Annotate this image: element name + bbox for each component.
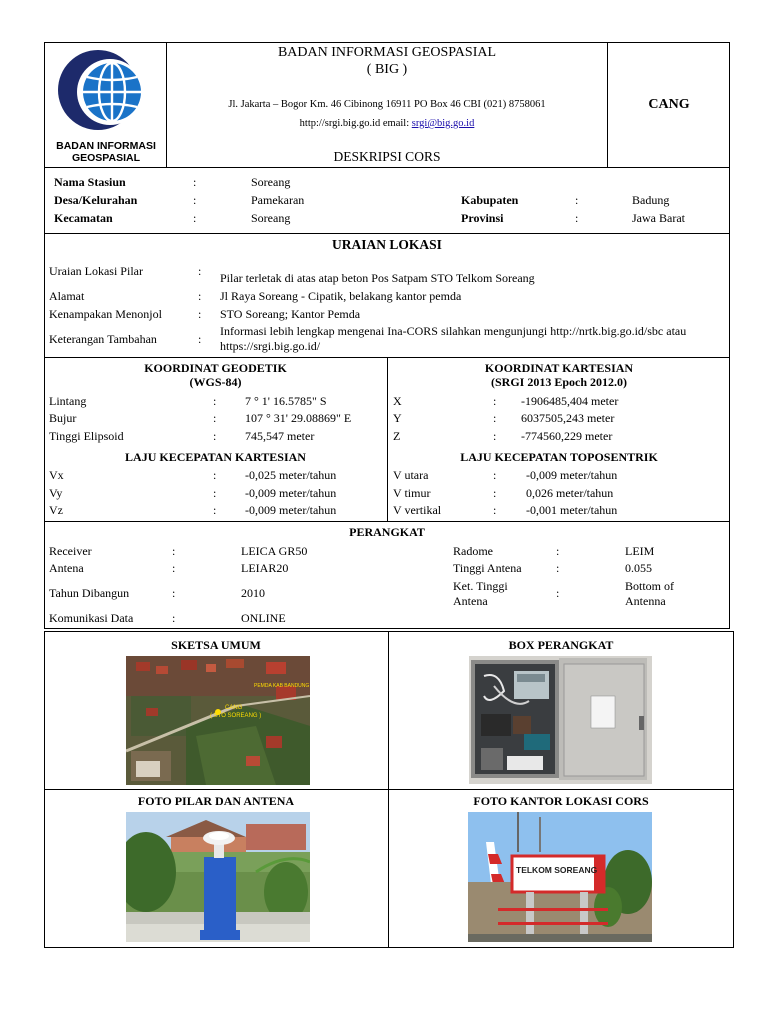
antena-value: LEIAR20 bbox=[241, 561, 289, 575]
laju-toposentrik-title: LAJU KECEPATAN TOPOSENTRIK bbox=[460, 450, 658, 464]
logo-text-line1: BADAN INFORMASI bbox=[56, 140, 156, 152]
big-logo bbox=[50, 44, 162, 164]
kenampakan-value: STO Soreang; Kantor Pemda bbox=[220, 307, 361, 321]
colon: : bbox=[193, 211, 197, 225]
org-web bbox=[167, 117, 607, 131]
provinsi-label: Provinsi bbox=[461, 211, 504, 225]
ket-tinggi-value-1: Bottom of bbox=[625, 579, 675, 593]
vz-label: Vz bbox=[49, 503, 63, 517]
lintang-value: 7 ° 1' 16.5785" S bbox=[245, 394, 327, 408]
pilar-photo-title: FOTO PILAR DAN ANTENA bbox=[137, 794, 295, 808]
v-timur-label: V timur bbox=[393, 486, 431, 500]
colon: : bbox=[172, 561, 176, 575]
nama-stasiun-label: Nama Stasiun bbox=[54, 175, 126, 189]
tahun-label: Tahun Dibangun bbox=[49, 586, 130, 600]
vx-value: -0,025 meter/tahun bbox=[245, 468, 337, 482]
komunikasi-label: Komunikasi Data bbox=[49, 611, 134, 625]
x-value: -1906485,404 meter bbox=[521, 394, 619, 408]
frame-station-bottom bbox=[44, 233, 730, 234]
komunikasi-value: ONLINE bbox=[241, 611, 286, 625]
vy-value: -0,009 meter/tahun bbox=[245, 486, 337, 500]
radome-value: LEIM bbox=[625, 544, 655, 558]
colon: : bbox=[575, 193, 579, 207]
kartesian-title: KOORDINAT KARTESIAN bbox=[484, 361, 634, 375]
station-code: CANG bbox=[648, 97, 690, 112]
vy-label: Vy bbox=[49, 486, 63, 500]
v-timur-value: 0,026 meter/tahun bbox=[526, 486, 614, 500]
globe-icon bbox=[50, 44, 162, 140]
kecamatan-value: Soreang bbox=[251, 211, 291, 225]
colon: : bbox=[213, 503, 217, 517]
receiver-label: Receiver bbox=[49, 544, 92, 558]
z-label: Z bbox=[393, 429, 401, 443]
desa-label: Desa/Kelurahan bbox=[54, 193, 138, 207]
doc-title: DESKRIPSI CORS bbox=[333, 149, 441, 164]
photo-frame-bottom bbox=[44, 947, 734, 948]
colon: : bbox=[556, 561, 560, 575]
logo-text-line2: GEOSPASIAL bbox=[71, 152, 141, 164]
colon: : bbox=[556, 586, 560, 600]
vx-label: Vx bbox=[49, 468, 64, 482]
perangkat-title: PERANGKAT bbox=[349, 525, 425, 539]
colon: : bbox=[198, 264, 202, 278]
pilar-value: Pilar terletak di atas atap beton Pos Satpam STO Telkom Soreang bbox=[220, 271, 535, 285]
colon: : bbox=[493, 394, 497, 408]
z-value: -774560,229 meter bbox=[521, 429, 613, 443]
v-utara-value: -0,009 meter/tahun bbox=[526, 468, 618, 482]
colon: : bbox=[213, 394, 217, 408]
colon: : bbox=[198, 332, 202, 346]
provinsi-value: Jawa Barat bbox=[632, 211, 685, 225]
x-label: X bbox=[393, 394, 402, 408]
colon: : bbox=[172, 611, 176, 625]
frame-top bbox=[44, 42, 730, 43]
kecamatan-label: Kecamatan bbox=[54, 211, 113, 225]
sketsa-label-sto: ( STO SOREANG ) bbox=[210, 713, 262, 719]
colon: : bbox=[493, 468, 497, 482]
colon: : bbox=[213, 468, 217, 482]
y-label: Y bbox=[393, 411, 402, 425]
colon: : bbox=[493, 429, 497, 443]
keterangan-label: Keterangan Tambahan bbox=[49, 332, 157, 346]
org-name: BADAN INFORMASI GEOSPASIAL bbox=[277, 45, 497, 60]
kantor-photo-title: FOTO KANTOR LOKASI CORS bbox=[473, 794, 649, 808]
tinggi-elipsoid-value: 745,547 meter bbox=[245, 429, 315, 443]
keterangan-value-2: https://srgi.big.go.id/ bbox=[220, 339, 321, 353]
colon: : bbox=[213, 429, 217, 443]
desa-value: Pamekaran bbox=[251, 193, 305, 207]
sketsa-title: SKETSA UMUM bbox=[171, 638, 261, 652]
laju-kartesian-title: LAJU KECEPATAN KARTESIAN bbox=[125, 450, 306, 464]
lintang-label: Lintang bbox=[49, 394, 87, 408]
alamat-label: Alamat bbox=[49, 289, 85, 303]
sketsa-label-pemda: PEMDA KAB BANDUNG bbox=[254, 683, 310, 689]
frame-right bbox=[729, 42, 730, 628]
sketsa-umum-image bbox=[126, 656, 310, 785]
kabupaten-label: Kabupaten bbox=[461, 193, 519, 207]
telkom-sign-text: TELKOM SOREANG bbox=[516, 865, 598, 875]
colon: : bbox=[198, 289, 202, 303]
colon: : bbox=[213, 411, 217, 425]
antena-label: Antena bbox=[49, 561, 84, 575]
y-value: 6037505,243 meter bbox=[521, 411, 615, 425]
colon: : bbox=[493, 411, 497, 425]
pilar-label: Uraian Lokasi Pilar bbox=[49, 264, 143, 278]
nama-stasiun-value: Soreang bbox=[251, 175, 291, 189]
v-vertikal-value: -0,001 meter/tahun bbox=[526, 503, 618, 517]
radome-label: Radome bbox=[453, 544, 493, 558]
org-address: Jl. Jakarta – Bogor Km. 46 Cibinong 16911 PO Box 46 CBI (021) 8758061 bbox=[228, 99, 546, 110]
kenampakan-label: Kenampakan Menonjol bbox=[49, 307, 162, 321]
receiver-value: LEICA GR50 bbox=[241, 544, 308, 558]
photo-frame-top bbox=[44, 631, 734, 632]
v-utara-label: V utara bbox=[393, 468, 429, 482]
tinggi-antena-value: 0.055 bbox=[625, 561, 652, 575]
kantor-cors-image bbox=[468, 812, 652, 942]
colon: : bbox=[556, 544, 560, 558]
sketsa-label-cang: CANG bbox=[225, 705, 243, 711]
bujur-value: 107 ° 31' 29.08869" E bbox=[245, 411, 352, 425]
tinggi-elipsoid-label: Tinggi Elipsoid bbox=[49, 429, 124, 443]
alamat-value: Jl Raya Soreang - Cipatik, belakang kantor pemda bbox=[220, 289, 462, 303]
kartesian-subtitle: (SRGI 2013 Epoch 2012.0) bbox=[490, 375, 627, 389]
kabupaten-value: Badung bbox=[632, 193, 670, 207]
vz-value: -0,009 meter/tahun bbox=[245, 503, 337, 517]
ket-tinggi-label-1: Ket. Tinggi bbox=[453, 579, 508, 593]
colon: : bbox=[193, 193, 197, 207]
colon: : bbox=[575, 211, 579, 225]
bujur-label: Bujur bbox=[49, 411, 77, 425]
tinggi-antena-label: Tinggi Antena bbox=[453, 561, 522, 575]
colon: : bbox=[493, 503, 497, 517]
keterangan-value-1: Informasi lebih lengkap mengenai Ina-CORS silahkan mengunjungi http://nrtk.big.go.id/sbc atau bbox=[220, 324, 687, 338]
org-web-text: http://srgi.big.go.id email: bbox=[299, 118, 412, 129]
org-abbr: ( BIG ) bbox=[366, 62, 408, 77]
email-link[interactable]: srgi@big.go.id bbox=[411, 118, 475, 129]
colon: : bbox=[172, 586, 176, 600]
uraian-title: URAIAN LOKASI bbox=[332, 237, 442, 252]
frame-left bbox=[44, 42, 45, 628]
colon: : bbox=[198, 307, 202, 321]
colon: : bbox=[172, 544, 176, 558]
frame-header-bottom bbox=[44, 167, 730, 168]
colon: : bbox=[213, 486, 217, 500]
geodetik-title: KOORDINAT GEODETIK bbox=[144, 361, 287, 375]
v-vertikal-label: V vertikal bbox=[393, 503, 442, 517]
frame-coord-bottom bbox=[44, 521, 730, 522]
ket-tinggi-value-2: Antenna bbox=[625, 594, 666, 608]
pilar-antena-image bbox=[126, 812, 310, 942]
box-title: BOX PERANGKAT bbox=[508, 638, 614, 652]
colon: : bbox=[493, 486, 497, 500]
frame-perangkat-bottom bbox=[44, 628, 730, 629]
tahun-value: 2010 bbox=[241, 586, 265, 600]
box-perangkat-image bbox=[469, 656, 652, 784]
geodetik-subtitle: (WGS-84) bbox=[189, 375, 242, 389]
colon: : bbox=[193, 175, 197, 189]
photo-frame-mid-h bbox=[44, 789, 734, 790]
ket-tinggi-label-2: Antena bbox=[453, 594, 488, 608]
